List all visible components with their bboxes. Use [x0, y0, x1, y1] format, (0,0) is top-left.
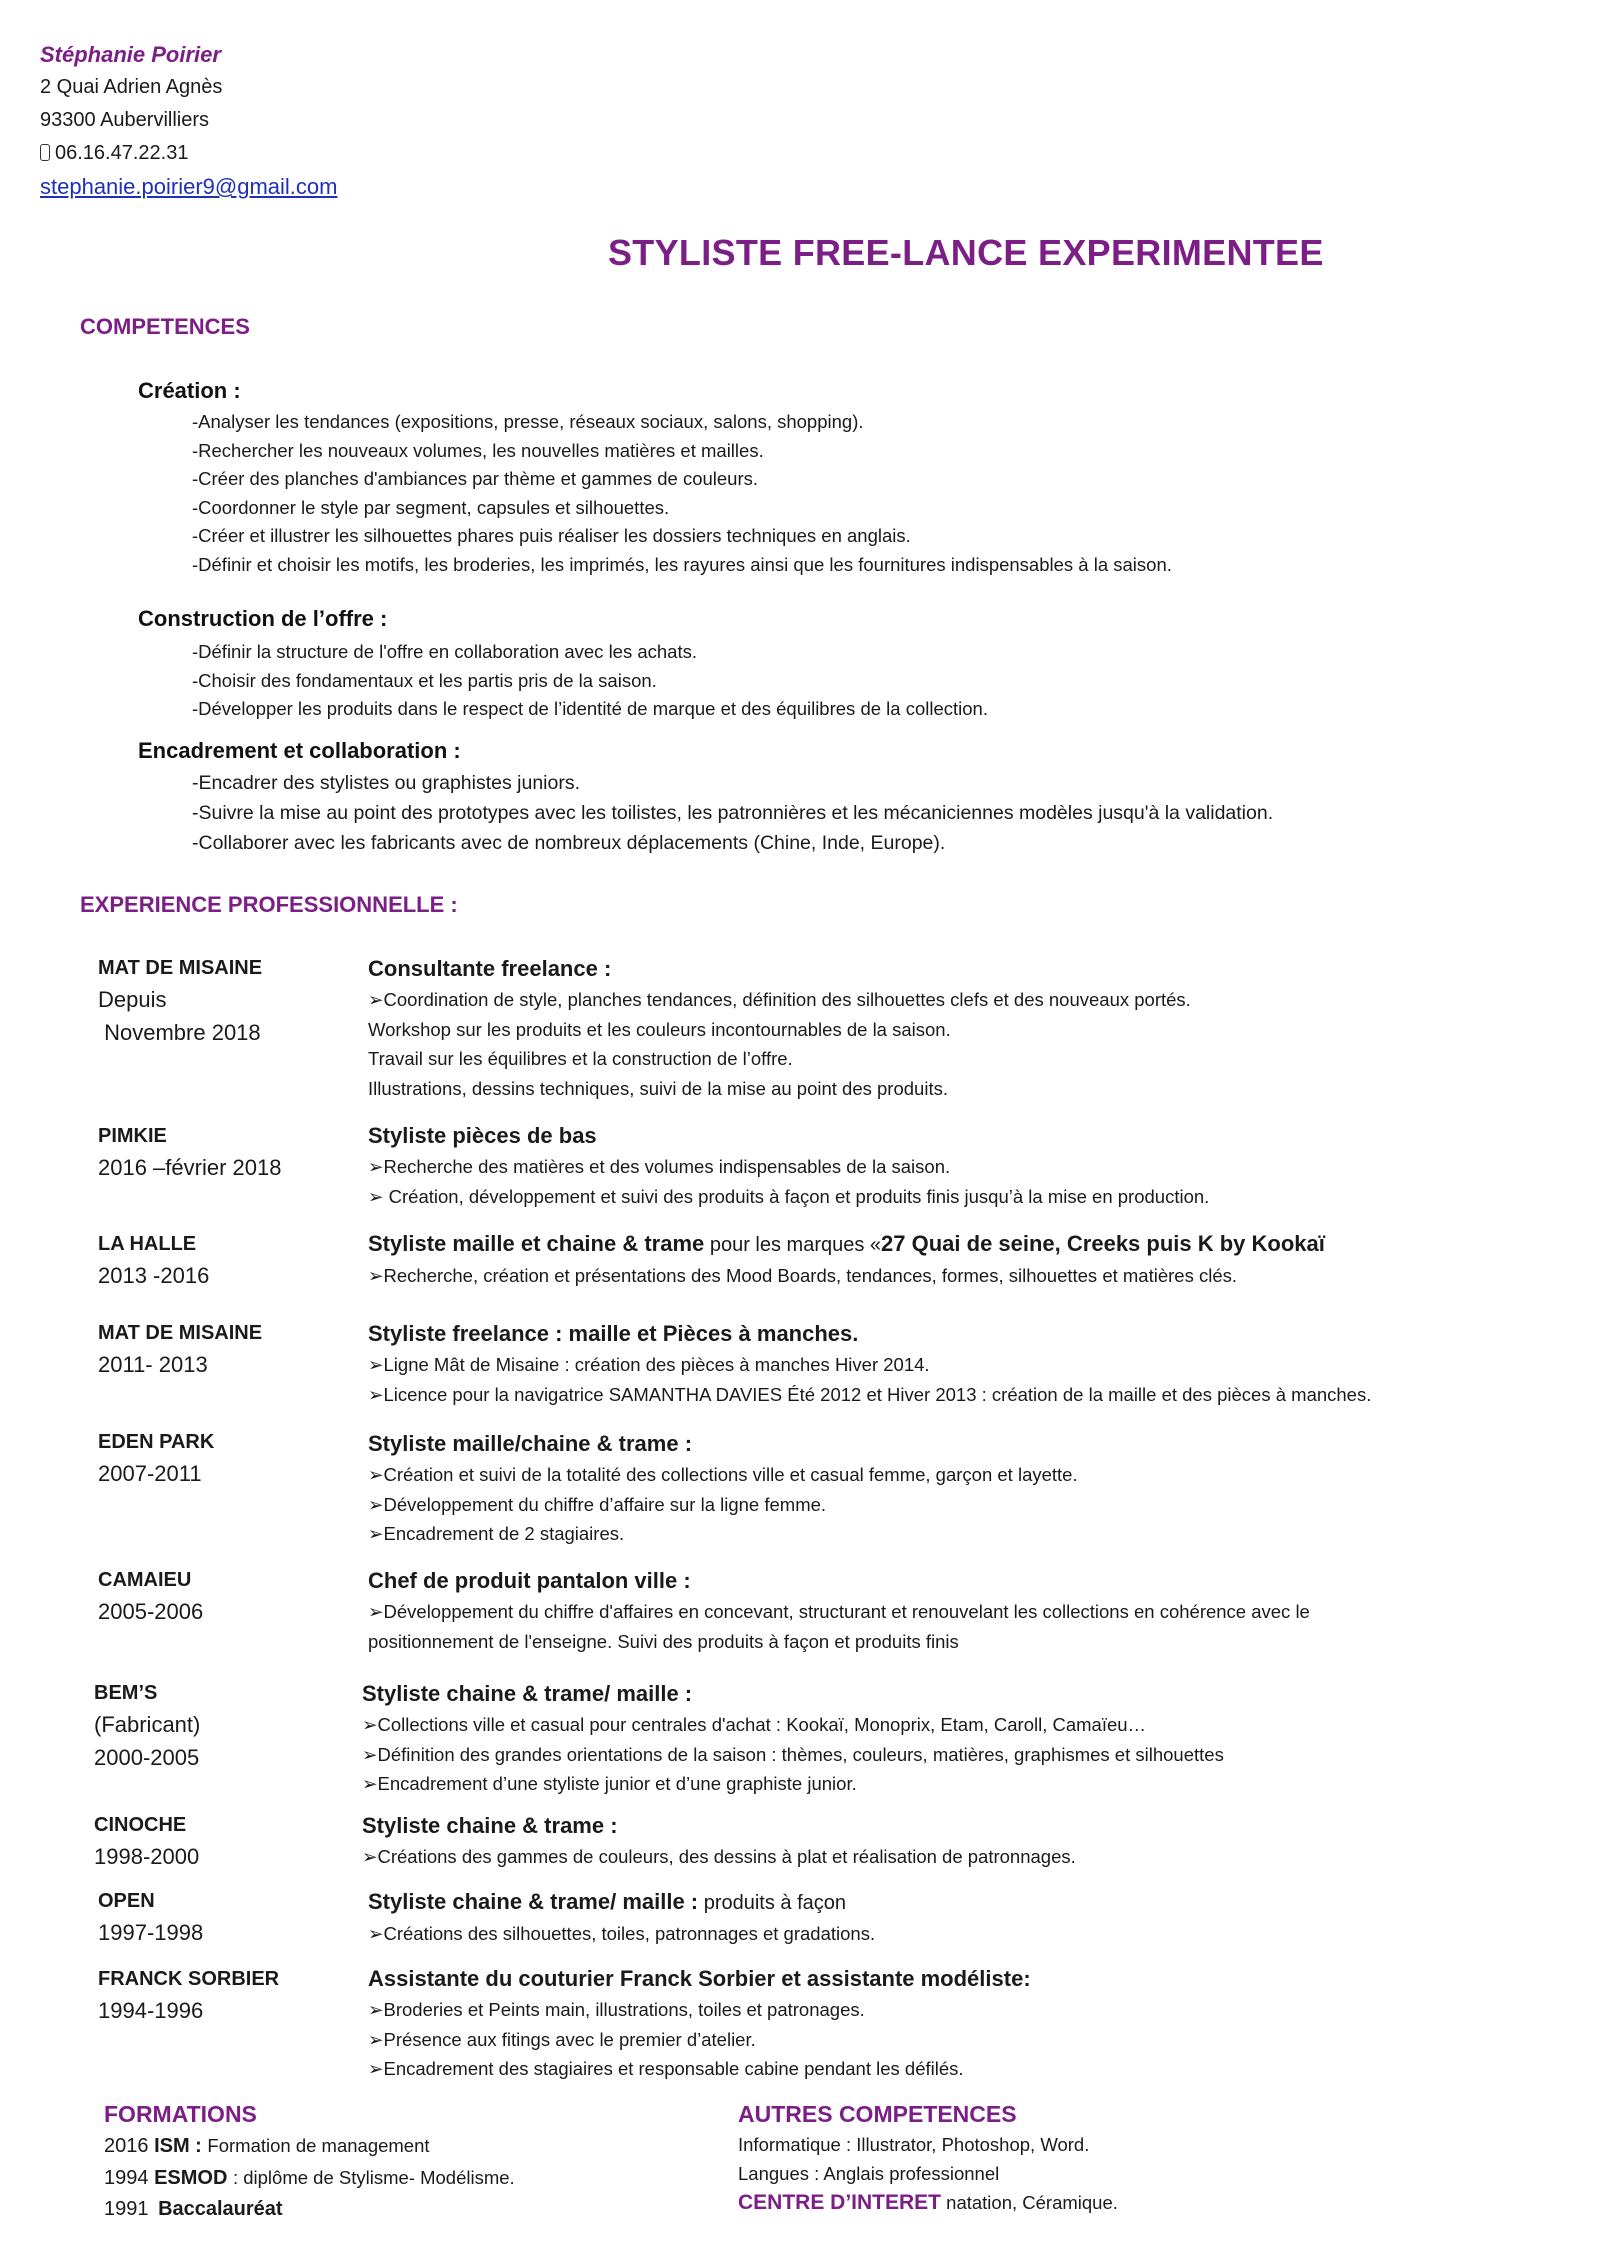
exp-title: Styliste maille/chaine & trame : [368, 1431, 693, 1456]
exp-left [98, 1121, 281, 1184]
exp-left [94, 1678, 200, 1774]
contact-name: Stéphanie Poirier [40, 42, 221, 67]
creation-list [192, 408, 1172, 579]
creation-heading: Création : [138, 378, 241, 403]
list-item: ➢Encadrement d’une styliste junior et d’une graphiste junior. [362, 1773, 857, 1794]
exp-left [98, 1427, 214, 1490]
exp-title: Styliste freelance : maille et Pièces à manches. [368, 1321, 859, 1346]
list-item: ➢Définition des grandes orientations de la saison : thèmes, couleurs, matières, graphismes et silhouettes [362, 1743, 1224, 1765]
exp-company: PIMKIE [98, 1125, 167, 1147]
contact-phone: 06.16.47.22.31 [55, 142, 189, 164]
exp-left [98, 1886, 203, 1949]
exp-right [368, 1963, 1031, 2084]
interet-heading: CENTRE D’INTERET [738, 2191, 942, 2214]
formation-year: 1994 [104, 2167, 149, 2189]
list-item: Travail sur les équilibres et la construction de l’offre. [368, 1048, 793, 1069]
list-item: Illustrations, dessins techniques, suivi de la mise au point des produits. [368, 1077, 948, 1099]
encadrement-heading: Encadrement et collaboration : [138, 738, 461, 763]
exp-title: Styliste chaine & trame/ maille : [362, 1681, 693, 1706]
interet-text: natation, Céramique. [946, 2192, 1118, 2213]
exp-title-brands: 27 Quai de seine, Creeks puis K by Kookaï [881, 1231, 1325, 1256]
list-item: -Définir la structure de l'offre en collaboration avec les achats. [192, 641, 698, 662]
exp-title [368, 1228, 1325, 1261]
formation-year: 2016 [104, 2135, 149, 2157]
exp-right [368, 1228, 1325, 1291]
list-item: -Définir et choisir les motifs, les broderies, les imprimés, les rayures ainsi que les fournitures indispensables à la saison. [192, 553, 1172, 575]
list-item: -Créer et illustrer les silhouettes phares puis réaliser les dossiers techniques en anglais. [192, 525, 911, 546]
formation-row [104, 2194, 515, 2225]
exp-left [94, 1810, 199, 1873]
list-item: ➢Encadrement des stagiaires et responsable cabine pendant les défilés. [368, 2058, 964, 2079]
contact-block [40, 38, 337, 205]
autres-heading: AUTRES COMPETENCES [738, 2101, 1017, 2127]
exp-date: 1998-2000 [94, 1844, 200, 1869]
exp-company: MAT DE MISAINE [98, 1322, 263, 1344]
formation-school: ISM : [154, 2135, 202, 2157]
exp-left [98, 1229, 209, 1292]
exp-date: Depuis [98, 987, 167, 1012]
exp-right [368, 1428, 1078, 1549]
formation-school: ESMOD [154, 2167, 228, 2189]
list-item: Workshop sur les produits et les couleurs incontournables de la saison. [368, 1018, 951, 1040]
exp-date: 1997-1998 [98, 1920, 204, 1945]
exp-date: 2016 –février 2018 [98, 1155, 282, 1180]
exp-date: (Fabricant) [94, 1712, 201, 1737]
exp-date: 2005-2006 [98, 1599, 204, 1624]
exp-company: OPEN [98, 1890, 155, 1912]
exp-right [362, 1810, 1076, 1872]
list-item: ➢Créations des silhouettes, toiles, patronnages et gradations. [368, 1923, 876, 1944]
exp-date: 2013 -2016 [98, 1263, 210, 1288]
formations-heading: FORMATIONS [104, 2101, 257, 2127]
list-item: -Suivre la mise au point des prototypes avec les toilistes, les patronnières et les mécaniciennes modèles jusqu'à la validation. [192, 802, 1274, 824]
formations-block [104, 2098, 515, 2225]
phone-icon [40, 144, 50, 161]
exp-company: CAMAIEU [98, 1569, 192, 1591]
offre-list [192, 638, 988, 724]
exp-date: 2011- 2013 [98, 1352, 208, 1377]
exp-title [368, 1886, 875, 1919]
list-item: ➢Ligne Mât de Misaine : création des pièces à manches Hiver 2014. [368, 1354, 930, 1375]
exp-title: Consultante freelance : [368, 956, 612, 981]
langues: Langues : Anglais professionnel [738, 2163, 1000, 2184]
list-item: -Encadrer des stylistes ou graphistes juniors. [192, 772, 581, 794]
exp-company: MAT DE MISAINE [98, 957, 263, 979]
experience-heading: EXPERIENCE PROFESSIONNELLE : [80, 892, 458, 917]
exp-company: CINOCHE [94, 1814, 187, 1836]
exp-title: Chef de produit pantalon ville : [368, 1568, 691, 1593]
list-item: ➢Développement du chiffre d'affaires en concevant, structurant et renouvelant les collections en cohérence avec le [368, 1601, 1310, 1622]
exp-right [362, 1678, 1224, 1799]
list-item: -Développer les produits dans le respect de l’identité de marque et des équilibres de la collection. [192, 698, 988, 719]
offre-heading: Construction de l’offre : [138, 606, 388, 631]
autres-block [738, 2098, 1118, 2217]
list-item: ➢Recherche des matières et des volumes indispensables de la saison. [368, 1156, 951, 1177]
list-item: -Collaborer avec les fabricants avec de nombreux déplacements (Chine, Inde, Europe). [192, 832, 946, 854]
list-item: -Rechercher les nouveaux volumes, les nouvelles matières et mailles. [192, 439, 764, 461]
list-item: -Choisir des fondamentaux et les partis pris de la saison. [192, 669, 657, 691]
page-title: STYLISTE FREE-LANCE EXPERIMENTEE [608, 232, 1324, 273]
exp-right [368, 1565, 1310, 1656]
formation-desc: : diplôme de Stylisme- Modélisme. [232, 2167, 515, 2188]
exp-title-bold: Styliste maille et chaine & trame [368, 1231, 705, 1256]
exp-left [98, 1964, 279, 2027]
list-item: ➢Présence aux fitings avec le premier d’atelier. [368, 2028, 756, 2050]
list-item: -Coordonner le style par segment, capsules et silhouettes. [192, 496, 670, 518]
exp-date: 2000-2005 [94, 1745, 200, 1770]
exp-company: BEM’S [94, 1682, 158, 1704]
exp-title: Assistante du couturier Franck Sorbier et assistante modéliste: [368, 1966, 1031, 1991]
exp-left [98, 1565, 203, 1628]
exp-company: EDEN PARK [98, 1431, 215, 1453]
interet-row [738, 2188, 1118, 2217]
exp-title: Styliste chaine & trame : [362, 1813, 618, 1838]
list-item: ➢ Création, développement et suivi des produits à façon et produits finis jusqu’à la mise en production. [368, 1185, 1210, 1207]
exp-date: 1994-1996 [98, 1998, 204, 2023]
contact-phone-row [40, 137, 337, 170]
formation-row [104, 2130, 515, 2162]
formation-year: 1991 [104, 2198, 149, 2220]
list-item: ➢Créations des gammes de couleurs, des dessins à plat et réalisation de patronnages. [362, 1846, 1076, 1867]
exp-title-plain: pour les marques « [704, 1234, 882, 1256]
encadrement-list [192, 768, 1273, 858]
email-link[interactable]: stephanie.poirier9@gmail.com [40, 174, 338, 199]
exp-date: 2007-2011 [98, 1461, 202, 1486]
list-item: ➢Licence pour la navigatrice SAMANTHA DAVIES Été 2012 et Hiver 2013 : création de la maille et des pièces à manches. [368, 1383, 1372, 1405]
contact-street: 2 Quai Adrien Agnès [40, 76, 223, 98]
formation-row [104, 2162, 515, 2194]
list-item: ➢Encadrement de 2 stagiaires. [368, 1523, 625, 1544]
list-item: ➢Coordination de style, planches tendances, définition des silhouettes clefs et des nouveaux portés. [368, 989, 1191, 1010]
exp-left [98, 953, 262, 1049]
list-item: -Créer des planches d'ambiances par thème et gammes de couleurs. [192, 468, 759, 489]
exp-title-bold: Styliste chaine & trame/ maille : [368, 1889, 699, 1914]
list-item: positionnement de l'enseigne. Suivi des produits à façon et produits finis [368, 1630, 959, 1652]
formation-desc: Formation de management [207, 2135, 430, 2156]
exp-company: LA HALLE [98, 1233, 197, 1255]
list-item: ➢Collections ville et casual pour centrales d'achat : Kookaï, Monoprix, Etam, Caroll, Camaïeu… [362, 1714, 1147, 1735]
list-item: ➢Création et suivi de la totalité des collections ville et casual femme, garçon et layette. [368, 1464, 1078, 1485]
exp-title: Styliste pièces de bas [368, 1123, 597, 1148]
exp-right [368, 1318, 1371, 1409]
formation-school: Baccalauréat [158, 2198, 283, 2220]
exp-date: Novembre 2018 [98, 1020, 261, 1045]
exp-title-plain: produits à façon [698, 1892, 847, 1914]
contact-city: 93300 Aubervilliers [40, 109, 209, 131]
exp-company: FRANCK SORBIER [98, 1968, 280, 1990]
exp-right [368, 1886, 875, 1949]
list-item: -Analyser les tendances (expositions, presse, réseaux sociaux, salons, shopping). [192, 411, 864, 432]
informatique: Informatique : Illustrator, Photoshop, Word. [738, 2134, 1090, 2155]
list-item: ➢Recherche, création et présentations des Mood Boards, tendances, formes, silhouettes et matières clés. [368, 1265, 1238, 1286]
list-item: ➢Broderies et Peints main, illustrations, toiles et patronages. [368, 1999, 865, 2020]
exp-left [98, 1318, 262, 1381]
exp-right [368, 953, 1191, 1103]
list-item: ➢Développement du chiffre d’affaire sur la ligne femme. [368, 1493, 827, 1515]
exp-right [368, 1120, 1209, 1211]
competences-heading: COMPETENCES [80, 314, 250, 339]
